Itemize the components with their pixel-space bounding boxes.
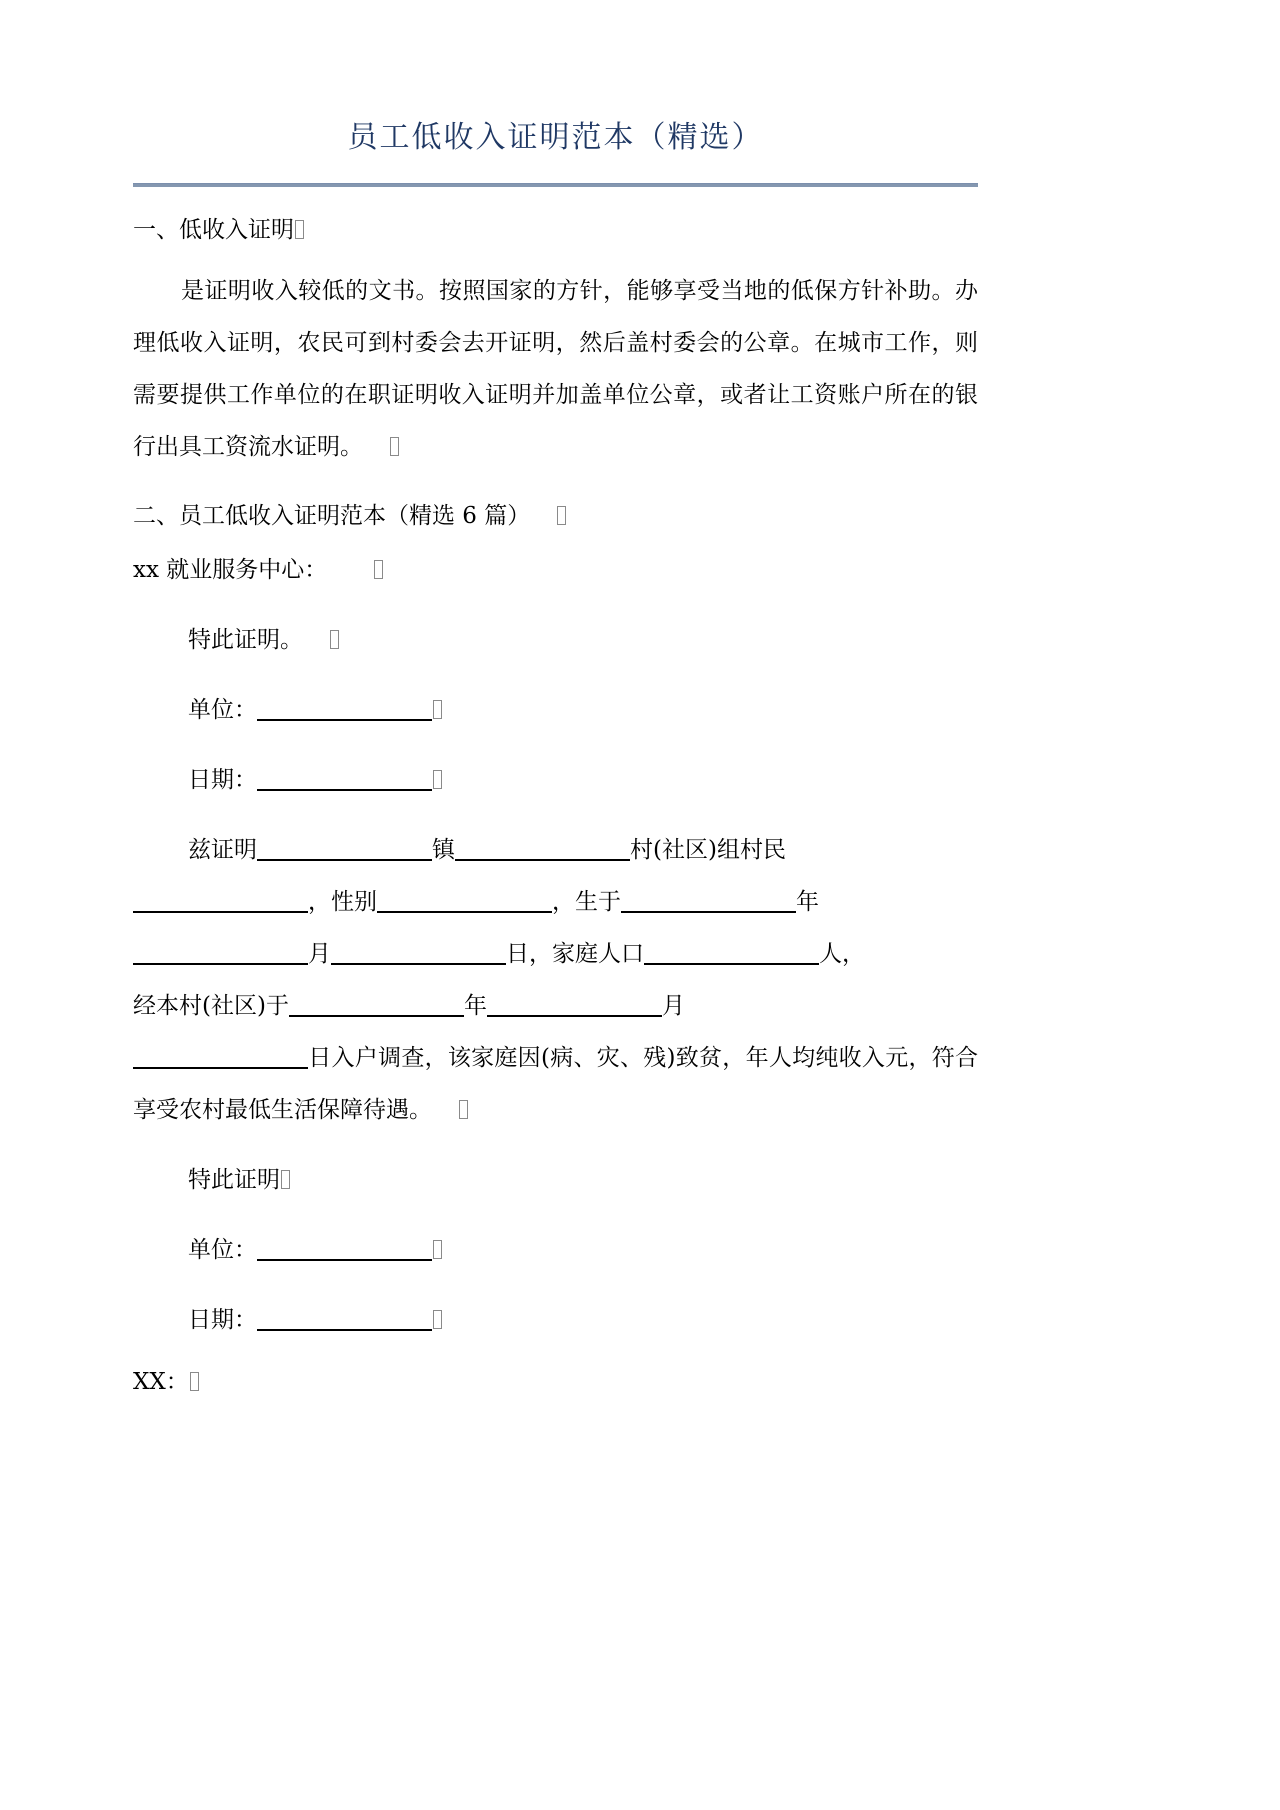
certification-body-line-5: [133, 1032, 978, 1136]
date-blank-2[interactable]: [257, 1329, 432, 1331]
village-blank[interactable]: [455, 859, 630, 861]
certify-line-2: [133, 1136, 978, 1206]
survey-month-suffix-text: 月: [661, 992, 685, 1019]
placeholder-box-icon: [433, 1240, 442, 1259]
survey-year-suffix-text: 年: [463, 992, 487, 1019]
placeholder-box-icon: [433, 700, 442, 719]
born-label-text: ，生于: [552, 888, 621, 915]
birth-day-blank[interactable]: [331, 963, 506, 965]
unit-blank-2[interactable]: [257, 1259, 432, 1261]
town-suffix-text: 镇: [432, 836, 455, 863]
placeholder-box-icon: [433, 1310, 442, 1329]
birth-day-suffix-text: 日，家庭人口: [506, 940, 644, 967]
certification-body-line-3: [133, 928, 978, 980]
unit-label-2: 单位：: [188, 1236, 257, 1263]
section-heading-1: [133, 187, 978, 248]
paragraph-low-income-definition-text: 是证明收入较低的文书。按照国家的方针，能够享受当地的低保方针补助。办理低收入证明，农民可到村委会去开证明，然后盖村委会的公章。在城市工作，则需要提供工作单位的在职证明收入证明并加盖单位公章，或者让工资账户所在的银行出具工资流水证明。: [133, 278, 978, 460]
placeholder-box-icon: [281, 1170, 290, 1189]
certify-line-1-text: 特此证明。: [188, 626, 303, 653]
date-field-2: [133, 1276, 978, 1346]
section-heading-2-text: 二、员工低收入证明范本（精选 6 篇）: [133, 503, 531, 529]
family-size-blank[interactable]: [644, 963, 819, 965]
section-heading-2: [133, 473, 978, 534]
addressee-line-2: [133, 1346, 978, 1408]
placeholder-box-icon: [330, 630, 339, 649]
birth-year-blank[interactable]: [621, 911, 796, 913]
date-blank-1[interactable]: [257, 789, 432, 791]
certify-line-1: [133, 596, 978, 666]
gender-blank[interactable]: [377, 911, 552, 913]
addressee-line-1-text: xx 就业服务中心：: [133, 556, 328, 583]
survey-year-blank[interactable]: [289, 1015, 464, 1017]
placeholder-box-icon: [190, 1372, 199, 1391]
survey-lead-text: 经本村(社区)于: [133, 992, 289, 1019]
placeholder-box-icon: [374, 560, 383, 579]
date-label-1: 日期：: [188, 766, 257, 793]
birth-month-suffix-text: 月: [308, 940, 331, 967]
unit-field-2: [133, 1206, 978, 1276]
placeholder-box-icon: [390, 437, 399, 456]
placeholder-box-icon: [433, 770, 442, 789]
survey-month-blank[interactable]: [487, 1015, 662, 1017]
addressee-line-2-text: XX：: [133, 1368, 189, 1395]
birth-month-blank[interactable]: [133, 963, 308, 965]
document-content: [133, 0, 978, 1408]
addressee-line-1: [133, 534, 978, 596]
placeholder-box-icon: [295, 220, 304, 239]
certification-body-line-1: [133, 806, 978, 876]
family-size-suffix-text: 人，: [819, 940, 865, 967]
certification-body-line-2: [133, 876, 978, 928]
name-blank[interactable]: [133, 911, 308, 913]
section-heading-1-text: 一、低收入证明: [133, 216, 294, 243]
certify-lead-text: 兹证明: [188, 836, 257, 863]
village-suffix-text: 村(社区)组村民: [630, 836, 786, 863]
unit-blank-1[interactable]: [257, 719, 432, 721]
page-title: 员工低收入证明范本（精选）: [347, 120, 764, 155]
birth-year-suffix-text: 年: [796, 888, 819, 915]
date-field-1: [133, 736, 978, 806]
date-label-2: 日期：: [188, 1306, 257, 1333]
placeholder-box-icon: [557, 506, 566, 525]
town-blank[interactable]: [257, 859, 432, 861]
certification-body-line-4: [133, 980, 978, 1032]
certify-line-2-text: 特此证明: [188, 1166, 280, 1193]
gender-label-text: ，性别: [308, 888, 377, 915]
unit-field-1: [133, 666, 978, 736]
survey-day-blank[interactable]: [133, 1067, 308, 1069]
survey-tail-text: 日入户调查，该家庭因(病、灾、残)致贫，年人均纯收入元，符合享受农村最低生活保障待遇。: [133, 1044, 978, 1123]
placeholder-box-icon: [459, 1100, 468, 1119]
paragraph-low-income-definition: [133, 247, 978, 473]
unit-label-1: 单位：: [188, 696, 257, 723]
